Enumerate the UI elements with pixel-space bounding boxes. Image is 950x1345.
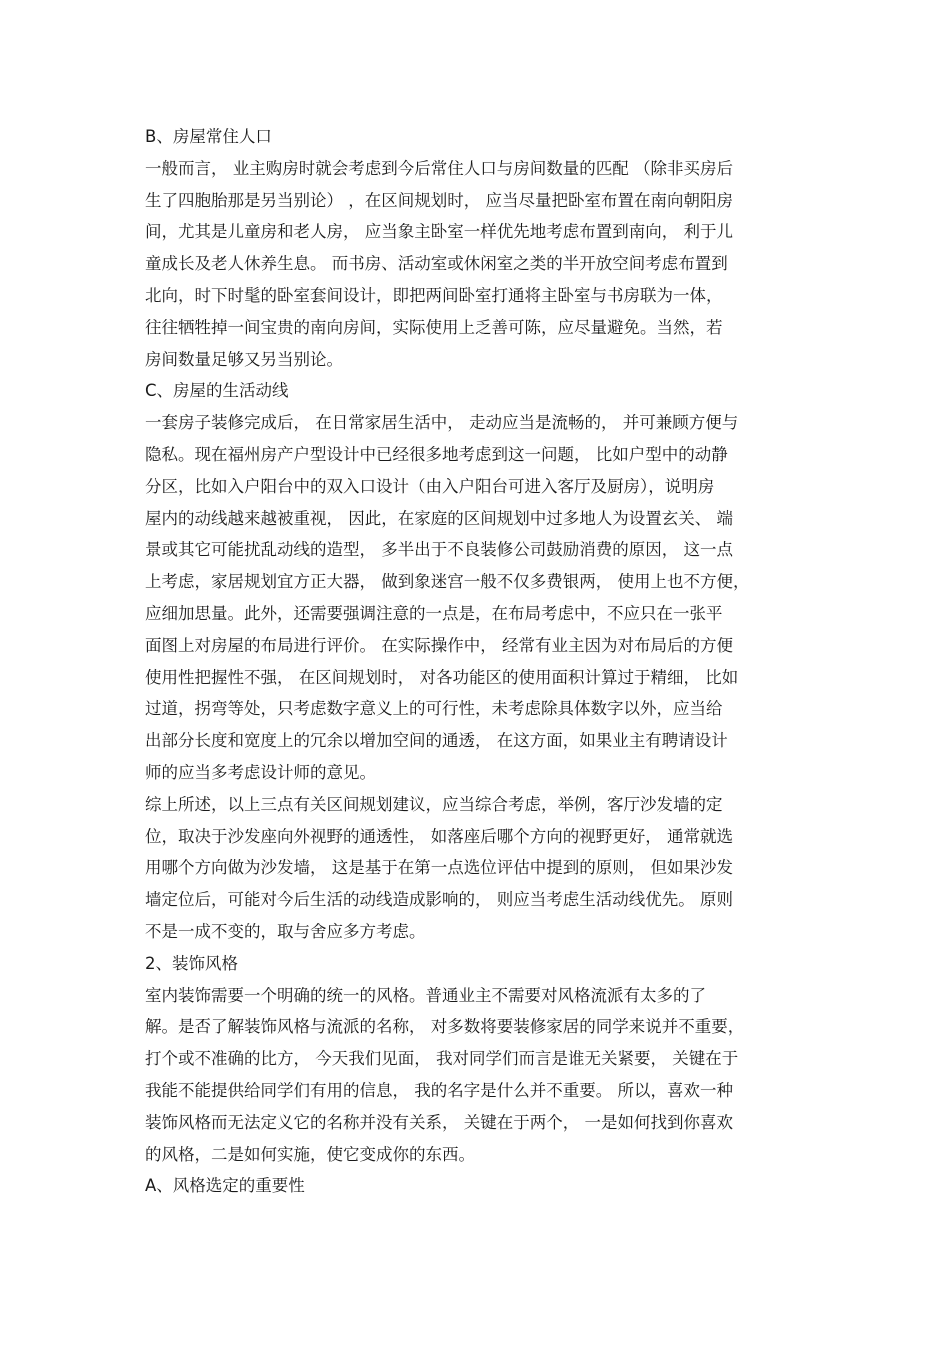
paragraph-line: 我能不能提供给同学们有用的信息， 我的名字是什么并不重要。 所以，喜欢一种 xyxy=(145,1080,733,1100)
section-heading: B、房屋常住人口 xyxy=(145,127,272,146)
paragraph-line: 生了四胞胎那是另当别论） ，在区间规划时， 应当尽量把卧室布置在南向朝阳房 xyxy=(145,190,733,210)
paragraph-line: 的风格，二是如何实施，使它变成你的东西。 xyxy=(145,1144,475,1164)
paragraph-line: 装饰风格而无法定义它的名称并没有关系， 关键在于两个， 一是如何找到你喜欢 xyxy=(145,1112,733,1132)
paragraph-line: 间，尤其是儿童房和老人房， 应当象主卧室一样优先地考虑布置到南向， 利于儿 xyxy=(145,222,733,242)
paragraph-line: 景或其它可能扰乱动线的造型， 多半出于不良装修公司鼓励消费的原因， 这一点 xyxy=(145,540,733,560)
document-body xyxy=(145,121,805,1202)
section-heading: C、房屋的生活动线 xyxy=(145,381,289,401)
paragraph-line: 屋内的动线越来越被重视， 因此，在家庭的区间规划中过多地人为设置玄关、 端 xyxy=(145,508,733,528)
paragraph-line: 出部分长度和宽度上的冗余以增加空间的通透， 在这方面，如果业主有聘请设计 xyxy=(145,731,728,751)
paragraph-line: 室内装饰需要一个明确的统一的风格。普通业主不需要对风格流派有太多的了 xyxy=(145,985,706,1005)
paragraph-line: 童成长及老人休养生息。 而书房、活动室或休闲室之类的半开放空间考虑布置到 xyxy=(145,254,728,274)
paragraph-line: 隐私。现在福州房产户型设计中已经很多地考虑到这一问题， 比如户型中的动静 xyxy=(145,444,728,464)
paragraph-line: 房间数量足够又另当别论。 xyxy=(145,349,343,369)
paragraph-line: 使用性把握性不强， 在区间规划时， 对各功能区的使用面积计算过于精细， 比如 xyxy=(145,667,739,687)
paragraph-line: 应细加思量。此外，还需要强调注意的一点是，在布局考虑中，不应只在一张平 xyxy=(145,603,723,623)
paragraph-line: 分区，比如入户阳台中的双入口设计（由入户阳台可进入客厅及厨房），说明房 xyxy=(145,476,715,496)
paragraph-line: 过道，拐弯等处，只考虑数字意义上的可行性，未考虑除具体数字以外，应当给 xyxy=(145,699,723,719)
section-heading: A、风格选定的重要性 xyxy=(145,1176,305,1196)
paragraph-line: 上考虑，家居规划宜方正大器， 做到象迷宫一般不仅多费银两， 使用上也不方便， xyxy=(145,572,750,592)
section-heading: 2、装饰风格 xyxy=(145,953,238,973)
paragraph-line: 解。是否了解装饰风格与流派的名称， 对多数将要装修家居的同学来说并不重要， xyxy=(145,1017,745,1037)
paragraph-line: 一般而言， 业主购房时就会考虑到今后常住人口与房间数量的匹配 （除非买房后 xyxy=(145,158,733,178)
paragraph-line: 墙定位后，可能对今后生活的动线造成影响的， 则应当考虑生活动线优先。 原则 xyxy=(145,890,733,910)
paragraph-line: 用哪个方向做为沙发墙， 这是基于在第一点选位评估中提到的原则， 但如果沙发 xyxy=(145,858,733,878)
paragraph-line: 师的应当多考虑设计师的意见。 xyxy=(145,762,376,782)
paragraph-line: 位，取决于沙发座向外视野的通透性， 如落座后哪个方向的视野更好， 通常就选 xyxy=(145,826,733,846)
paragraph-line: 往往牺牲掉一间宝贵的南向房间，实际使用上乏善可陈，应尽量避免。当然，若 xyxy=(145,317,723,337)
paragraph-line: 综上所述，以上三点有关区间规划建议，应当综合考虑，举例，客厅沙发墙的定 xyxy=(145,794,723,814)
paragraph-line: 不是一成不变的，取与舍应多方考虑。 xyxy=(145,921,426,941)
paragraph-line: 面图上对房屋的布局进行评价。 在实际操作中， 经常有业主因为对布局后的方便 xyxy=(145,635,733,655)
paragraph-line: 一套房子装修完成后， 在日常家居生活中， 走动应当是流畅的， 并可兼顾方便与 xyxy=(145,413,739,433)
paragraph-line: 打个或不准确的比方， 今天我们见面， 我对同学们而言是谁无关紧要， 关键在于 xyxy=(145,1049,739,1069)
paragraph-line: 北向，时下时髦的卧室套间设计，即把两间卧室打通将主卧室与书房联为一体， xyxy=(145,285,723,305)
